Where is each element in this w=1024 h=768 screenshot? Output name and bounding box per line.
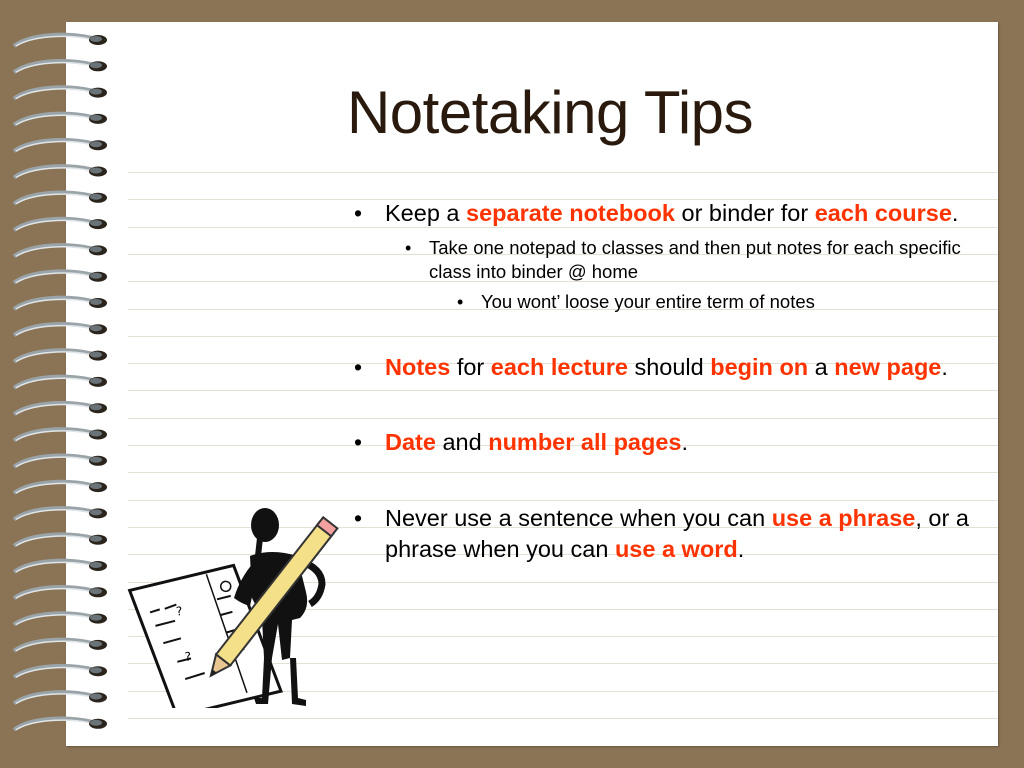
sub-sub-bullet-term-notes: • You wont’ loose your entire term of notes <box>481 290 985 314</box>
stick-figure-notetaking-clipart <box>122 508 372 708</box>
svg-text:?: ? <box>184 649 192 664</box>
ruled-line <box>128 718 998 719</box>
bullet-separate-notebook: • Keep a separate notebook or binder for each course. <box>385 198 985 229</box>
notebook-page <box>66 22 998 746</box>
bullet-notes-new-page: • Notes for each lecture should begin on a new page. <box>385 352 985 383</box>
sub-bullet-notepad: • Take one notepad to classes and then put notes for each specific class into binder @ home <box>429 236 985 284</box>
bullet-phrase-word: • Never use a sentence when you can use a phrase, or a phrase when you can use a word. <box>385 503 985 565</box>
bullet-list <box>385 198 985 565</box>
ruled-line <box>128 172 998 173</box>
bullet-date-number-pages: • Date and number all pages. <box>385 427 985 458</box>
svg-text:?: ? <box>175 604 184 619</box>
page-title: Notetaking Tips <box>346 79 754 146</box>
